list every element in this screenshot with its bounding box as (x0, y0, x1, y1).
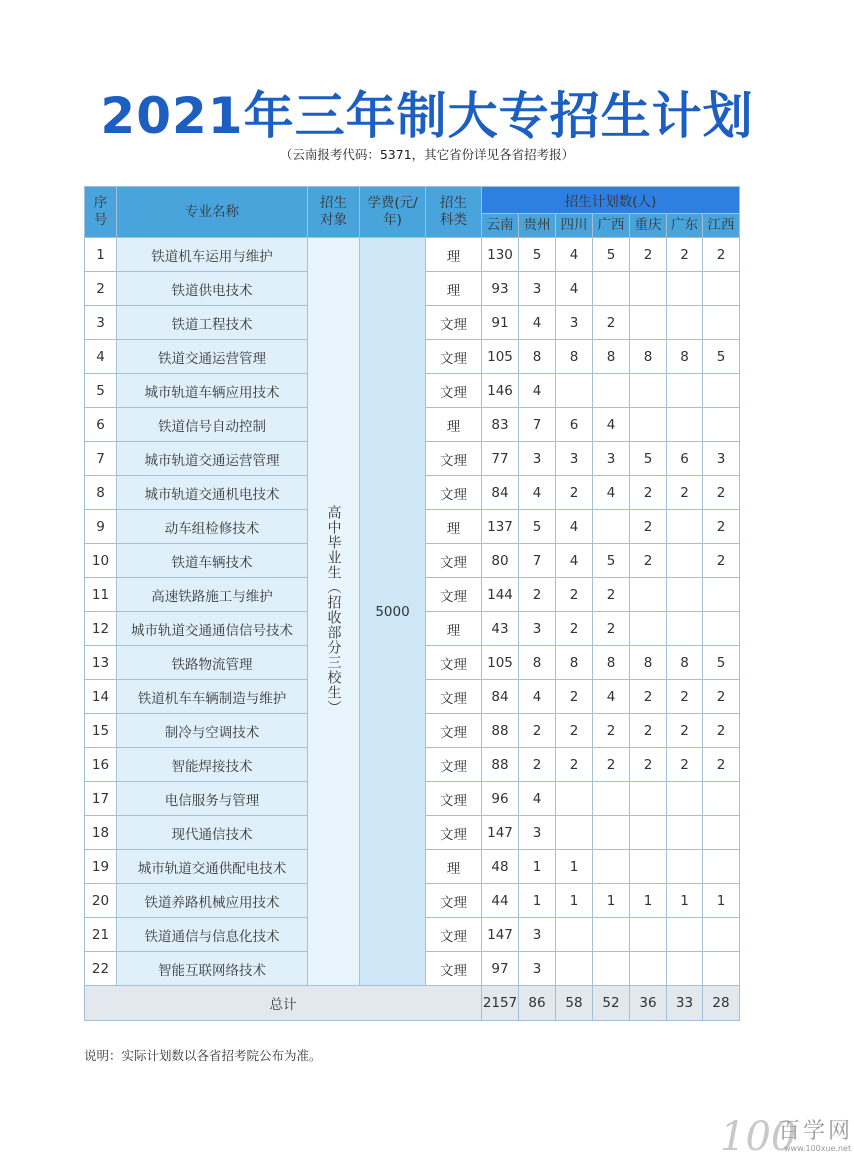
row-count (667, 918, 703, 952)
row-count (556, 816, 593, 850)
row-count: 2 (556, 680, 593, 714)
row-count: 97 (482, 952, 519, 986)
row-seq: 6 (85, 408, 117, 442)
row-count: 8 (519, 340, 556, 374)
row-count: 44 (482, 884, 519, 918)
row-seq: 8 (85, 476, 117, 510)
row-count (630, 952, 667, 986)
row-category: 文理 (426, 816, 482, 850)
row-count (630, 272, 667, 306)
row-count (703, 850, 740, 884)
row-category: 理 (426, 612, 482, 646)
header-province: 贵州 (519, 214, 556, 238)
row-count (703, 272, 740, 306)
row-count (703, 918, 740, 952)
row-count (703, 952, 740, 986)
row-count (630, 612, 667, 646)
row-category: 文理 (426, 306, 482, 340)
row-major-name: 动车组检修技术 (117, 510, 308, 544)
row-category: 文理 (426, 646, 482, 680)
row-count: 2 (519, 748, 556, 782)
row-count: 43 (482, 612, 519, 646)
row-category: 文理 (426, 374, 482, 408)
row-count: 3 (703, 442, 740, 476)
header-fee: 学费(元/年) (360, 187, 426, 238)
row-category: 理 (426, 408, 482, 442)
row-seq: 13 (85, 646, 117, 680)
row-count: 2 (630, 510, 667, 544)
row-count: 4 (556, 510, 593, 544)
row-count (703, 782, 740, 816)
row-count: 8 (556, 646, 593, 680)
row-count (593, 374, 630, 408)
total-count: 2157 (482, 986, 519, 1021)
header-province: 广西 (593, 214, 630, 238)
total-count: 52 (593, 986, 630, 1021)
row-count (667, 544, 703, 578)
total-count: 28 (703, 986, 740, 1021)
row-count: 2 (667, 680, 703, 714)
row-count: 105 (482, 340, 519, 374)
footnote: 说明：实际计划数以各省招考院公布为准。 (84, 1048, 322, 1063)
row-count: 2 (630, 680, 667, 714)
row-major-name: 电信服务与管理 (117, 782, 308, 816)
total-row (85, 986, 740, 1021)
row-count: 3 (519, 816, 556, 850)
row-count (593, 272, 630, 306)
row-count: 2 (593, 578, 630, 612)
row-count: 3 (519, 918, 556, 952)
header-province: 云南 (482, 214, 519, 238)
row-seq: 18 (85, 816, 117, 850)
row-count: 5 (630, 442, 667, 476)
row-count: 1 (519, 850, 556, 884)
row-count: 4 (593, 408, 630, 442)
row-count: 2 (519, 578, 556, 612)
row-count (630, 578, 667, 612)
row-count: 2 (556, 714, 593, 748)
row-count: 2 (593, 612, 630, 646)
row-count (556, 374, 593, 408)
row-count: 2 (703, 748, 740, 782)
row-count: 48 (482, 850, 519, 884)
row-count: 80 (482, 544, 519, 578)
row-count (593, 510, 630, 544)
row-count: 4 (556, 272, 593, 306)
row-count: 2 (630, 238, 667, 272)
row-count: 130 (482, 238, 519, 272)
row-count (667, 374, 703, 408)
row-seq: 21 (85, 918, 117, 952)
row-major-name: 高速铁路施工与维护 (117, 578, 308, 612)
row-count: 8 (519, 646, 556, 680)
row-major-name: 城市轨道交通运营管理 (117, 442, 308, 476)
row-count (703, 578, 740, 612)
row-count (667, 272, 703, 306)
row-count (703, 408, 740, 442)
row-count: 5 (593, 238, 630, 272)
row-seq: 14 (85, 680, 117, 714)
row-category: 文理 (426, 680, 482, 714)
row-seq: 12 (85, 612, 117, 646)
row-count: 2 (703, 714, 740, 748)
row-count: 2 (556, 476, 593, 510)
row-count: 1 (593, 884, 630, 918)
row-count: 2 (703, 476, 740, 510)
row-count: 2 (556, 612, 593, 646)
row-major-name: 铁道信号自动控制 (117, 408, 308, 442)
total-count: 33 (667, 986, 703, 1021)
row-seq: 4 (85, 340, 117, 374)
total-count: 58 (556, 986, 593, 1021)
row-count: 4 (519, 782, 556, 816)
row-count: 4 (593, 476, 630, 510)
row-seq: 2 (85, 272, 117, 306)
row-count: 1 (556, 850, 593, 884)
row-count (556, 918, 593, 952)
row-count: 3 (556, 442, 593, 476)
row-seq: 7 (85, 442, 117, 476)
row-major-name: 铁道供电技术 (117, 272, 308, 306)
row-category: 理 (426, 510, 482, 544)
row-count: 88 (482, 714, 519, 748)
row-count (593, 816, 630, 850)
row-count (593, 918, 630, 952)
row-count (703, 374, 740, 408)
row-count: 84 (482, 680, 519, 714)
watermark-text: 百学网 (778, 1119, 854, 1144)
row-count: 5 (519, 510, 556, 544)
row-count (630, 816, 667, 850)
row-count (630, 306, 667, 340)
row-count: 2 (630, 544, 667, 578)
row-count: 4 (519, 680, 556, 714)
row-category: 文理 (426, 544, 482, 578)
header-province: 江西 (703, 214, 740, 238)
row-count: 2 (667, 238, 703, 272)
row-seq: 17 (85, 782, 117, 816)
row-category: 文理 (426, 340, 482, 374)
row-count: 2 (630, 714, 667, 748)
row-seq: 3 (85, 306, 117, 340)
row-count: 4 (519, 306, 556, 340)
row-count: 2 (593, 714, 630, 748)
row-count: 3 (519, 272, 556, 306)
header-plan-count: 招生计划数(人) (482, 187, 740, 214)
row-count: 2 (630, 476, 667, 510)
row-count: 5 (593, 544, 630, 578)
row-count: 96 (482, 782, 519, 816)
row-count: 3 (593, 442, 630, 476)
row-count: 93 (482, 272, 519, 306)
row-count (630, 918, 667, 952)
total-label: 总计 (85, 986, 482, 1021)
row-count: 88 (482, 748, 519, 782)
total-count: 86 (519, 986, 556, 1021)
row-seq: 11 (85, 578, 117, 612)
row-count: 5 (703, 646, 740, 680)
row-count: 2 (519, 714, 556, 748)
row-count: 2 (703, 544, 740, 578)
row-count: 2 (703, 510, 740, 544)
row-category: 理 (426, 850, 482, 884)
row-count (667, 816, 703, 850)
row-major-name: 城市轨道车辆应用技术 (117, 374, 308, 408)
row-seq: 10 (85, 544, 117, 578)
row-category: 文理 (426, 952, 482, 986)
row-major-name: 铁路物流管理 (117, 646, 308, 680)
row-count: 8 (630, 646, 667, 680)
row-count: 6 (556, 408, 593, 442)
row-count: 77 (482, 442, 519, 476)
row-major-name: 铁道养路机械应用技术 (117, 884, 308, 918)
row-count: 2 (556, 578, 593, 612)
row-count (667, 578, 703, 612)
row-count: 83 (482, 408, 519, 442)
row-count: 2 (667, 748, 703, 782)
row-count: 2 (593, 748, 630, 782)
row-count: 4 (556, 544, 593, 578)
row-count: 147 (482, 918, 519, 952)
row-count (667, 952, 703, 986)
row-count: 4 (593, 680, 630, 714)
row-major-name: 现代通信技术 (117, 816, 308, 850)
row-count (667, 612, 703, 646)
row-count: 8 (593, 340, 630, 374)
row-count: 1 (667, 884, 703, 918)
row-count: 2 (703, 680, 740, 714)
page-title: 2021年三年制大专招生计划 (100, 87, 754, 145)
row-count: 2 (630, 748, 667, 782)
row-count: 1 (703, 884, 740, 918)
row-seq: 9 (85, 510, 117, 544)
header-target: 招生对象 (308, 187, 360, 238)
row-major-name: 智能互联网络技术 (117, 952, 308, 986)
row-major-name: 城市轨道交通机电技术 (117, 476, 308, 510)
row-count: 8 (667, 340, 703, 374)
row-count: 5 (703, 340, 740, 374)
row-count (667, 850, 703, 884)
row-category: 文理 (426, 918, 482, 952)
row-category: 文理 (426, 748, 482, 782)
row-major-name: 铁道车辆技术 (117, 544, 308, 578)
row-major-name: 制冷与空调技术 (117, 714, 308, 748)
row-count (593, 850, 630, 884)
row-major-name: 智能焊接技术 (117, 748, 308, 782)
row-count (667, 510, 703, 544)
row-count: 3 (519, 952, 556, 986)
row-category: 理 (426, 272, 482, 306)
row-count: 4 (556, 238, 593, 272)
row-count: 146 (482, 374, 519, 408)
row-count: 105 (482, 646, 519, 680)
row-seq: 20 (85, 884, 117, 918)
row-category: 文理 (426, 476, 482, 510)
row-count: 3 (556, 306, 593, 340)
row-count: 8 (593, 646, 630, 680)
row-seq: 16 (85, 748, 117, 782)
row-count: 8 (630, 340, 667, 374)
watermark-url: www.100xue.net (784, 1144, 852, 1153)
row-count (703, 306, 740, 340)
page-subtitle: （云南报考代码：5371，其它省份详见各省招考报） (279, 147, 575, 162)
row-count: 144 (482, 578, 519, 612)
row-count (630, 374, 667, 408)
row-count (593, 782, 630, 816)
row-count (630, 850, 667, 884)
row-major-name: 铁道工程技术 (117, 306, 308, 340)
svg-text:100: 100 (720, 1114, 797, 1154)
row-count: 7 (519, 408, 556, 442)
row-count: 91 (482, 306, 519, 340)
row-major-name: 铁道通信与信息化技术 (117, 918, 308, 952)
row-category: 文理 (426, 578, 482, 612)
row-count (667, 782, 703, 816)
row-seq: 1 (85, 238, 117, 272)
row-count: 6 (667, 442, 703, 476)
row-count (667, 408, 703, 442)
target-text: 高中毕业生（招收部分三校生） (325, 504, 342, 715)
row-major-name: 铁道机车运用与维护 (117, 238, 308, 272)
row-major-name: 城市轨道交通通信信号技术 (117, 612, 308, 646)
row-count: 1 (556, 884, 593, 918)
row-count: 1 (630, 884, 667, 918)
row-count: 147 (482, 816, 519, 850)
row-major-name: 铁道机车车辆制造与维护 (117, 680, 308, 714)
row-count: 3 (519, 442, 556, 476)
fee-cell: 5000 (360, 238, 426, 986)
header-province: 广东 (667, 214, 703, 238)
row-count: 2 (556, 748, 593, 782)
row-count: 4 (519, 476, 556, 510)
row-count (667, 306, 703, 340)
row-seq: 19 (85, 850, 117, 884)
row-major-name: 铁道交通运营管理 (117, 340, 308, 374)
row-count: 2 (593, 306, 630, 340)
row-count: 137 (482, 510, 519, 544)
row-count: 2 (703, 238, 740, 272)
table-row (85, 238, 740, 272)
row-count: 8 (667, 646, 703, 680)
row-count (556, 782, 593, 816)
row-count: 1 (519, 884, 556, 918)
target-cell (308, 238, 360, 986)
row-count (703, 816, 740, 850)
row-count: 2 (667, 476, 703, 510)
header-category: 招生科类 (426, 187, 482, 238)
row-count (703, 612, 740, 646)
row-count: 5 (519, 238, 556, 272)
row-count: 7 (519, 544, 556, 578)
total-count: 36 (630, 986, 667, 1021)
row-category: 文理 (426, 884, 482, 918)
row-count: 2 (667, 714, 703, 748)
row-count: 84 (482, 476, 519, 510)
row-category: 文理 (426, 782, 482, 816)
row-count (556, 952, 593, 986)
row-seq: 15 (85, 714, 117, 748)
row-seq: 22 (85, 952, 117, 986)
row-category: 理 (426, 238, 482, 272)
header-province: 四川 (556, 214, 593, 238)
row-count: 3 (519, 612, 556, 646)
header-seq: 序号 (85, 187, 117, 238)
row-count (593, 952, 630, 986)
row-category: 文理 (426, 442, 482, 476)
enrollment-plan-table (84, 186, 740, 1021)
row-count (630, 408, 667, 442)
header-province: 重庆 (630, 214, 667, 238)
row-major-name: 城市轨道交通供配电技术 (117, 850, 308, 884)
row-category: 文理 (426, 714, 482, 748)
row-count: 4 (519, 374, 556, 408)
row-seq: 5 (85, 374, 117, 408)
row-count: 8 (556, 340, 593, 374)
header-major-name: 专业名称 (117, 187, 308, 238)
row-count (630, 782, 667, 816)
